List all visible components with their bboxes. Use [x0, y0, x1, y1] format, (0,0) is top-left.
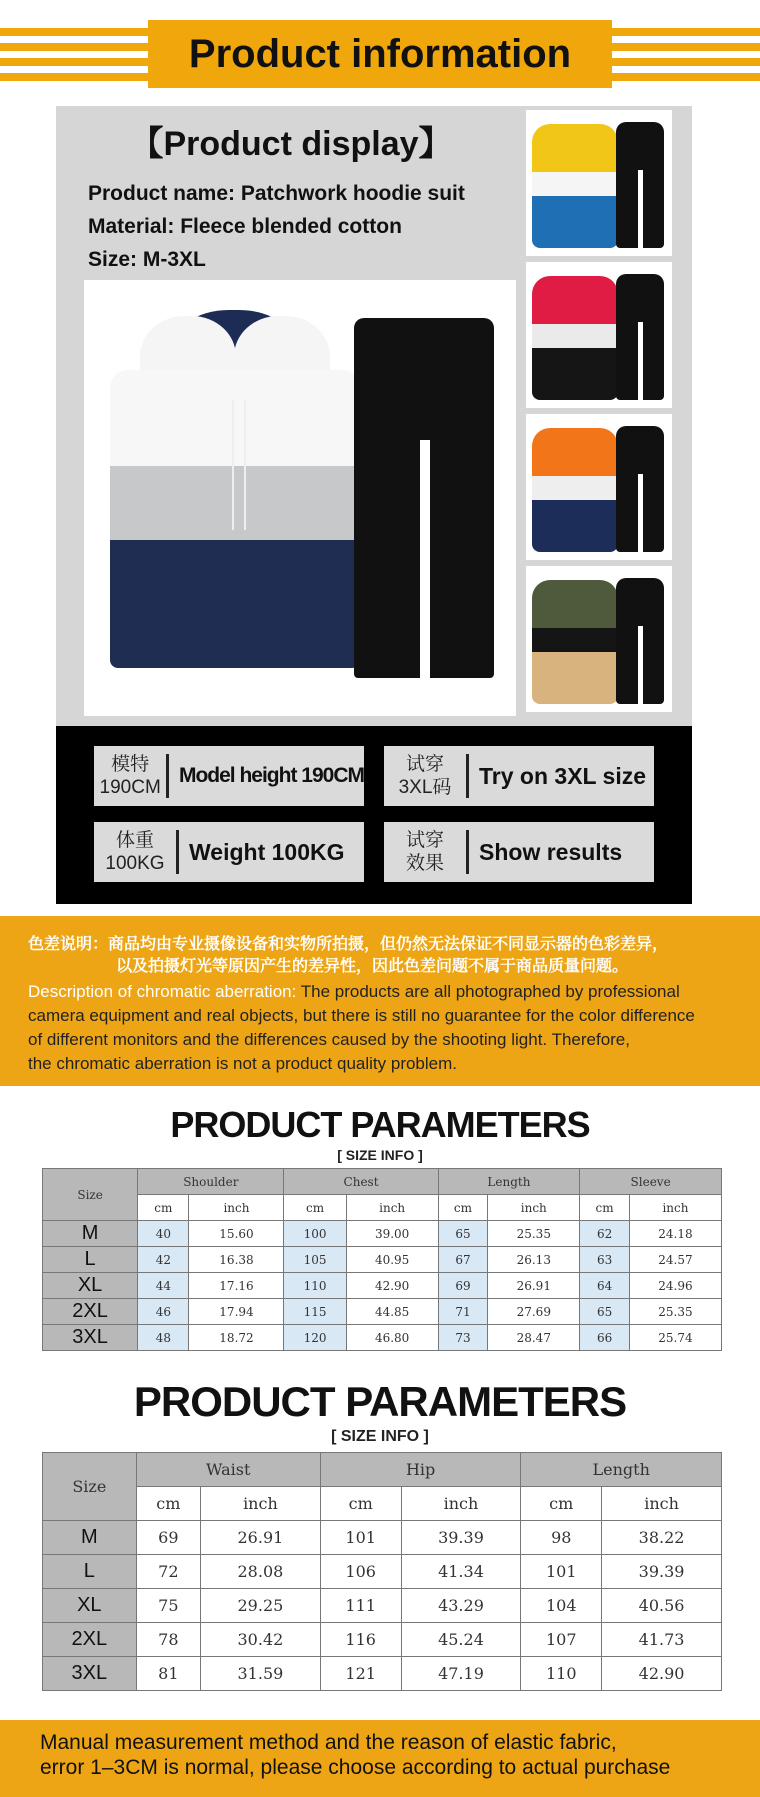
group-header: Waist: [136, 1453, 320, 1487]
model-info-panel: [56, 726, 692, 904]
left-stripes: [0, 28, 150, 84]
table-cell: 18.72: [189, 1325, 284, 1351]
size-header: Size: [43, 1453, 137, 1521]
table-cell: 26.13: [488, 1247, 580, 1273]
try-on-size-badge: [384, 746, 654, 806]
table-cell: 24.96: [629, 1273, 721, 1299]
header-banner: [0, 0, 760, 100]
pants-params-title: PRODUCT PARAMETERS: [133, 1378, 627, 1425]
table-cell: 46.80: [346, 1325, 438, 1351]
table-cell: 71: [438, 1299, 488, 1325]
table-cell: 40.56: [602, 1589, 722, 1623]
table-cell: 110: [284, 1273, 346, 1299]
table-cell: 106: [320, 1555, 401, 1589]
table-cell: 66: [580, 1325, 630, 1351]
table-cell: 73: [438, 1325, 488, 1351]
badge-cn-label: 模特 190CM: [99, 754, 161, 798]
table-row: [43, 1589, 722, 1623]
main-product-image[interactable]: [84, 280, 516, 716]
badge-cn-label: 体重 100KG: [105, 830, 165, 874]
note-en-line1: The products are all photographed by professional: [296, 982, 680, 1001]
note-cn-line2: 以及拍摄灯光等原因产生的差异性，因此色差问题不属于商品质量问题。: [116, 958, 629, 975]
table-cell: 26.91: [201, 1521, 321, 1555]
badge-en-label: Show results: [479, 838, 623, 865]
table-cell: 107: [521, 1623, 602, 1657]
table-cell: 16.38: [189, 1247, 284, 1273]
table-cell: 65: [580, 1299, 630, 1325]
note-en-line3: of different monitors and the differences caused by the shooting light. Therefore,: [28, 1030, 630, 1049]
badge-en-label: Try on 3XL size: [479, 762, 647, 789]
table-row: [43, 1273, 722, 1299]
weight-badge: [94, 822, 364, 882]
table-row: [43, 1657, 722, 1691]
group-header: Length: [438, 1169, 580, 1195]
table-cell: 24.57: [629, 1247, 721, 1273]
table-cell: 15.60: [189, 1221, 284, 1247]
table-cell: 41.73: [602, 1623, 722, 1657]
badge-cn-label: 试穿 3XL码: [398, 754, 452, 798]
table-cell: 43.29: [401, 1589, 521, 1623]
table-cell: 69: [136, 1521, 200, 1555]
unit-header: cm: [438, 1195, 488, 1221]
table-cell: 98: [521, 1521, 602, 1555]
table-cell: 39.00: [346, 1221, 438, 1247]
product-name: Product name: Patchwork hoodie suit: [88, 182, 465, 205]
table-cell: 67: [438, 1247, 488, 1273]
table-cell: 44.85: [346, 1299, 438, 1325]
table-row: [43, 1555, 722, 1589]
table-row: [43, 1221, 722, 1247]
table-row: [43, 1623, 722, 1657]
size-label: 2XL: [43, 1623, 137, 1657]
table-row: [43, 1299, 722, 1325]
size-label: 2XL: [43, 1299, 138, 1325]
table-cell: 62: [580, 1221, 630, 1247]
table-cell: 40: [138, 1221, 189, 1247]
table-cell: 31.59: [201, 1657, 321, 1691]
table-cell: 120: [284, 1325, 346, 1351]
group-header: Shoulder: [138, 1169, 284, 1195]
table-cell: 42: [138, 1247, 189, 1273]
unit-header: inch: [602, 1487, 722, 1521]
unit-header: cm: [521, 1487, 602, 1521]
table-cell: 48: [138, 1325, 189, 1351]
table-cell: 45.24: [401, 1623, 521, 1657]
table-cell: 24.18: [629, 1221, 721, 1247]
size-label: XL: [43, 1273, 138, 1299]
table-cell: 101: [320, 1521, 401, 1555]
pants-size-table: [42, 1452, 722, 1691]
table-cell: 101: [521, 1555, 602, 1589]
measurement-footer: [0, 1720, 760, 1797]
table-cell: 105: [284, 1247, 346, 1273]
table-cell: 41.34: [401, 1555, 521, 1589]
table-cell: 111: [320, 1589, 401, 1623]
table-cell: 25.74: [629, 1325, 721, 1351]
unit-header: inch: [346, 1195, 438, 1221]
group-header: Hip: [320, 1453, 521, 1487]
right-stripes: [610, 28, 760, 84]
thumbnail-orange[interactable]: [526, 414, 672, 560]
table-cell: 42.90: [602, 1657, 722, 1691]
table-cell: 78: [136, 1623, 200, 1657]
table-cell: 63: [580, 1247, 630, 1273]
unit-header: inch: [189, 1195, 284, 1221]
table-cell: 110: [521, 1657, 602, 1691]
table-cell: 64: [580, 1273, 630, 1299]
unit-header: inch: [629, 1195, 721, 1221]
note-en-line4: the chromatic aberration is not a product quality problem.: [28, 1054, 458, 1073]
size-label: 3XL: [43, 1657, 137, 1691]
page-title: Product information: [148, 20, 612, 88]
size-label: 3XL: [43, 1325, 138, 1351]
footer-line2: error 1–3CM is normal, please choose according to actual purchase: [40, 1756, 671, 1779]
thumbnail-red[interactable]: [526, 262, 672, 408]
pants-size-info: [ SIZE INFO ]: [331, 1428, 429, 1445]
top-size-info: [ SIZE INFO ]: [337, 1147, 423, 1163]
thumbnail-yellow[interactable]: [526, 110, 672, 256]
note-en-label: Description of chromatic aberration:: [28, 982, 297, 1001]
product-material: Material: Fleece blended cotton: [88, 215, 402, 238]
table-cell: 72: [136, 1555, 200, 1589]
table-cell: 104: [521, 1589, 602, 1623]
top-params-title: PRODUCT PARAMETERS: [170, 1104, 590, 1145]
footer-line1: Manual measurement method and the reason of elastic fabric,: [40, 1731, 617, 1754]
table-cell: 40.95: [346, 1247, 438, 1273]
table-cell: 28.47: [488, 1325, 580, 1351]
table-cell: 46: [138, 1299, 189, 1325]
hoodie-shape: [110, 370, 360, 668]
table-cell: 65: [438, 1221, 488, 1247]
table-cell: 38.22: [602, 1521, 722, 1555]
table-cell: 47.19: [401, 1657, 521, 1691]
product-size: Size: M-3XL: [88, 248, 206, 271]
table-cell: 115: [284, 1299, 346, 1325]
size-header: Size: [43, 1169, 138, 1221]
unit-header: cm: [580, 1195, 630, 1221]
chromatic-aberration-note: [0, 916, 760, 1086]
table-cell: 17.94: [189, 1299, 284, 1325]
table-row: [43, 1325, 722, 1351]
table-cell: 81: [136, 1657, 200, 1691]
unit-header: cm: [284, 1195, 346, 1221]
group-header: Chest: [284, 1169, 438, 1195]
size-label: M: [43, 1221, 138, 1247]
group-header: Sleeve: [580, 1169, 722, 1195]
size-label: XL: [43, 1589, 137, 1623]
size-label: L: [43, 1555, 137, 1589]
table-cell: 39.39: [602, 1555, 722, 1589]
display-title: 【Product display】: [129, 125, 453, 163]
top-size-table: [42, 1168, 722, 1351]
size-label: L: [43, 1247, 138, 1273]
badge-cn-label: 试穿 效果: [405, 830, 444, 874]
note-cn-label: 色差说明：: [28, 936, 109, 953]
badge-en-label: Model height 190CM: [178, 764, 364, 787]
table-cell: 30.42: [201, 1623, 321, 1657]
model-height-badge: [94, 746, 364, 806]
table-cell: 27.69: [488, 1299, 580, 1325]
table-cell: 116: [320, 1623, 401, 1657]
badge-en-label: Weight 100KG: [189, 838, 345, 865]
note-cn-line1: 商品均由专业摄像设备和实物所拍摄，但仍然无法保证不同显示器的色彩差异，: [108, 936, 669, 953]
note-en-line2: camera equipment and real objects, but there is still no guarantee for the color difference: [28, 1006, 695, 1025]
table-cell: 29.25: [201, 1589, 321, 1623]
table-cell: 17.16: [189, 1273, 284, 1299]
table-cell: 25.35: [488, 1221, 580, 1247]
table-cell: 100: [284, 1221, 346, 1247]
size-label: M: [43, 1521, 137, 1555]
table-cell: 25.35: [629, 1299, 721, 1325]
thumbnail-khaki[interactable]: [526, 566, 672, 712]
unit-header: cm: [136, 1487, 200, 1521]
table-cell: 69: [438, 1273, 488, 1299]
table-cell: 121: [320, 1657, 401, 1691]
show-results-badge: [384, 822, 654, 882]
unit-header: cm: [138, 1195, 189, 1221]
table-cell: 75: [136, 1589, 200, 1623]
table-cell: 44: [138, 1273, 189, 1299]
table-cell: 26.91: [488, 1273, 580, 1299]
unit-header: inch: [488, 1195, 580, 1221]
unit-header: cm: [320, 1487, 401, 1521]
product-display-panel: [56, 106, 692, 726]
table-cell: 42.90: [346, 1273, 438, 1299]
unit-header: inch: [401, 1487, 521, 1521]
table-row: [43, 1247, 722, 1273]
table-cell: 28.08: [201, 1555, 321, 1589]
unit-header: inch: [201, 1487, 321, 1521]
group-header: Length: [521, 1453, 722, 1487]
table-row: [43, 1521, 722, 1555]
table-cell: 39.39: [401, 1521, 521, 1555]
